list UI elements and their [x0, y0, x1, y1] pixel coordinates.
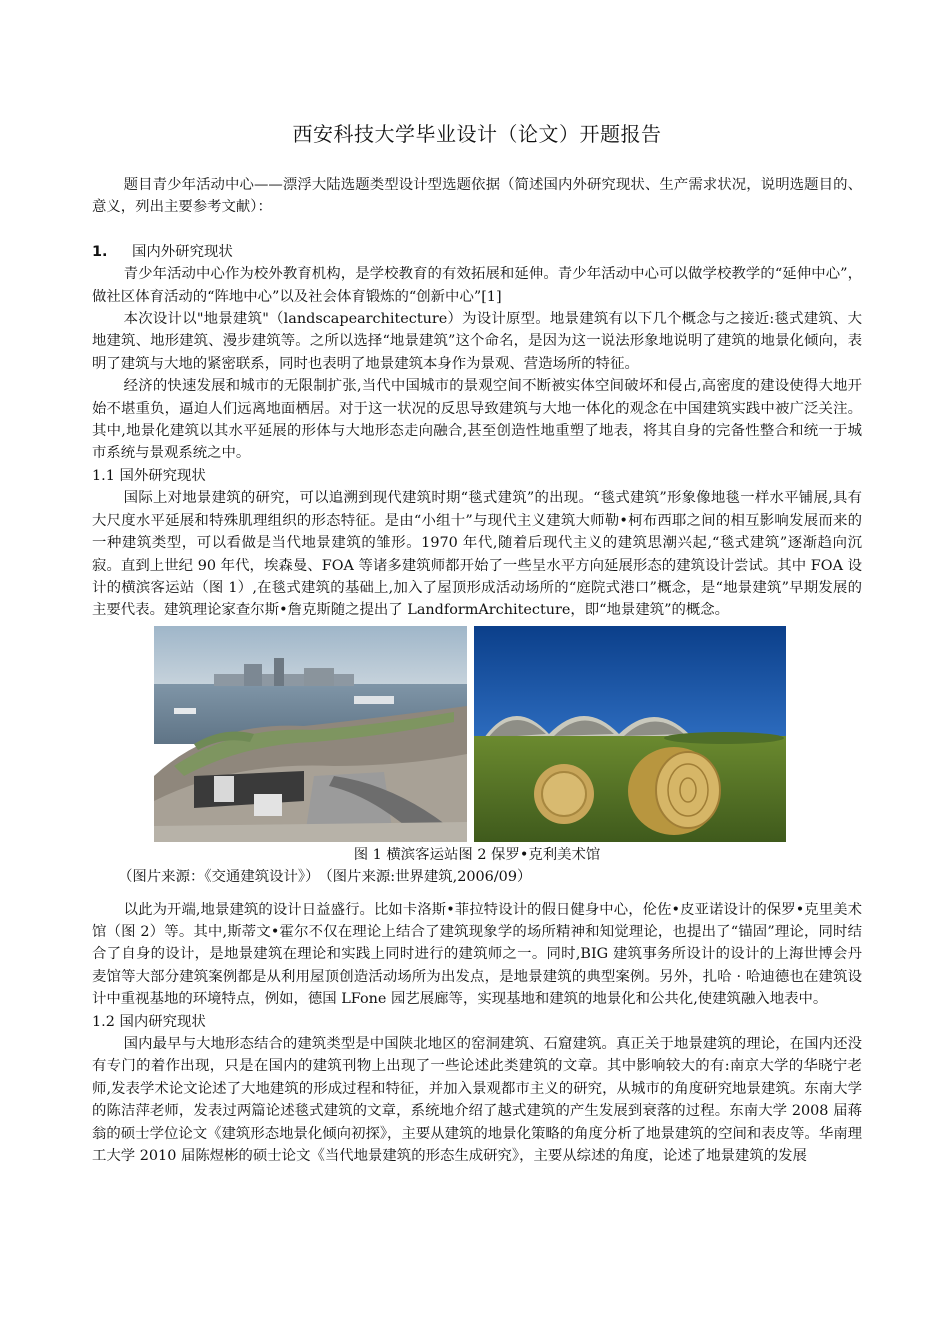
- paul-klee-center-image: [474, 626, 786, 842]
- section-heading: [92, 241, 862, 263]
- figure-1-source: （图片来源：《交通建筑设计》）: [118, 869, 320, 886]
- figure-2-source: （图片来源:世界建筑,2006/09）: [325, 869, 532, 886]
- section-number: 1.: [92, 243, 108, 260]
- section-title: 国内外研究现状: [132, 243, 233, 260]
- paragraph-1: 青少年活动中心作为校外教育机构，是学校教育的有效拓展和延伸。青少年活动中心可以做学校教学的“延伸中心”，做社区体育活动的“阵地中心”以及社会体育锻炼的“创新中心”[1]: [92, 266, 862, 305]
- subsection-heading-foreign: 1.1 国外研究现状: [92, 467, 206, 484]
- intro-paragraph: 题目青少年活动中心——漂浮大陆选题类型设计型选题依据（简述国内外研究现状、生产需求状况，说明选题目的、意义，列出主要参考文献）：: [92, 177, 862, 216]
- paragraph-3: 经济的快速发展和城市的无限制扩张,当代中国城市的景观空间不断被实体空间破坏和侵占,高密度的建设使得大地开始不堪重负，逼迫人们远离地面栖居。对于这一状况的反思导致建筑与大地一体化的观念在中国建筑实践中被广泛关注。其中,地景化建筑以其水平延展的形体与大地形态走向融合,甚至创造性地重塑了地表，将其自身的完备性整合和统一于城市系统与景观系统之中。: [92, 378, 862, 462]
- figure-yokohama-terminal: [154, 626, 467, 842]
- figure-source-line: [92, 866, 862, 888]
- subsection-heading-domestic: 1.2 国内研究现状: [92, 1013, 206, 1030]
- paragraph-4: 国际上对地景建筑的研究，可以追溯到现代建筑时期“毯式建筑”的出现。“毯式建筑”形象像地毯一样水平铺展,具有大尺度水平延展和特殊肌理组织的形态特征。是由“小组十”与现代主义建筑大师勒•柯布西耶之间的相互影响发展而来的一种建筑类型，可以看做是当代地景建筑的雏形。1970 年代,随着后现代主义的建筑思潮兴起,“毯式建筑”逐渐趋向沉寂。直到上世纪 90 年代，埃森曼、FOA 等诸多建筑师都开始了一些呈水平方向延展形态的建筑设计尝试。其中 FOA 设计的横滨客运站（图 1）,在毯式建筑的基础上,加入了屋顶形成活动场所的“庭院式港口”概念，是“地景建筑”早期发展的主要代表。建筑理论家查尔斯•詹克斯随之提出了 LandformArchitecture，即“地景建筑”的概念。: [92, 490, 862, 619]
- paragraph-2: 本次设计以"地景建筑"（landscapearchitecture）为设计原型。地景建筑有以下几个概念与之接近:毯式建筑、大地建筑、地形建筑、漫步建筑等。之所以选择“地景建筑”这个命名，是因为这一说法形象地说明了建筑的地景化倾向，表明了建筑与大地的紧密联系，同时也表明了地景建筑本身作为景观、营造场所的特征。: [92, 311, 862, 372]
- figure-caption: 图 1 横滨客运站图 2 保罗•克利美术馆: [353, 846, 601, 863]
- document-title: 西安科技大学毕业设计（论文）开题报告: [292, 122, 662, 146]
- paragraph-5: 以此为开端,地景建筑的设计日益盛行。比如卡洛斯•菲拉特设计的假日健身中心，伦佐•皮亚诺设计的保罗•克里美术馆（图 2）等。其中,斯蒂文•霍尔不仅在理论上结合了建筑现象学的场所精神和知觉理论，也提出了“锚固”理论，同时结合了自身的设计，是地景建筑在理论和实践上同时进行的建筑师之一。同时,BIG 建筑事务所设计的设计的上海世博会丹麦馆等大部分建筑案例都是从利用屋顶创造活动场所为出发点，是地景建筑的典型案例。另外，扎哈 · 哈迪德也在建筑设计中重视基地的环境特点，例如，德国 LFone 园艺展廊等，实现基地和建筑的地景化和公共化,使建筑融入地表中。: [92, 901, 862, 1008]
- figure-row: [92, 626, 862, 842]
- paragraph-6: 国内最早与大地形态结合的建筑类型是中国陕北地区的窑洞建筑、石窟建筑。真正关于地景建筑的理论，在国内还没有专门的着作出现，只是在国内的建筑刊物上出现了一些论述此类建筑的文章。其中影响较大的有:南京大学的华晓宁老师,发表学术论文论述了大地建筑的形成过程和特征，并加入景观都市主义的研究，从城市的角度研究地景建筑。东南大学的陈洁萍老师，发表过两篇论述毯式建筑的文章，系统地介绍了越式建筑的产生发展到衰落的过程。东南大学 2008 届蒋翁的硕士学位论文《建筑形态地景化倾向初探》，主要从建筑的地景化策略的角度分析了地景建筑的空间和表皮等。华南理工大学 2010 届陈煜彬的硕士论文《当代地景建筑的形态生成研究》，主要从综述的角度，论述了地景建筑的发展: [92, 1035, 862, 1164]
- document-body: [92, 120, 862, 1167]
- figure-paul-klee-center: [474, 626, 786, 842]
- yokohama-terminal-image: [154, 626, 467, 842]
